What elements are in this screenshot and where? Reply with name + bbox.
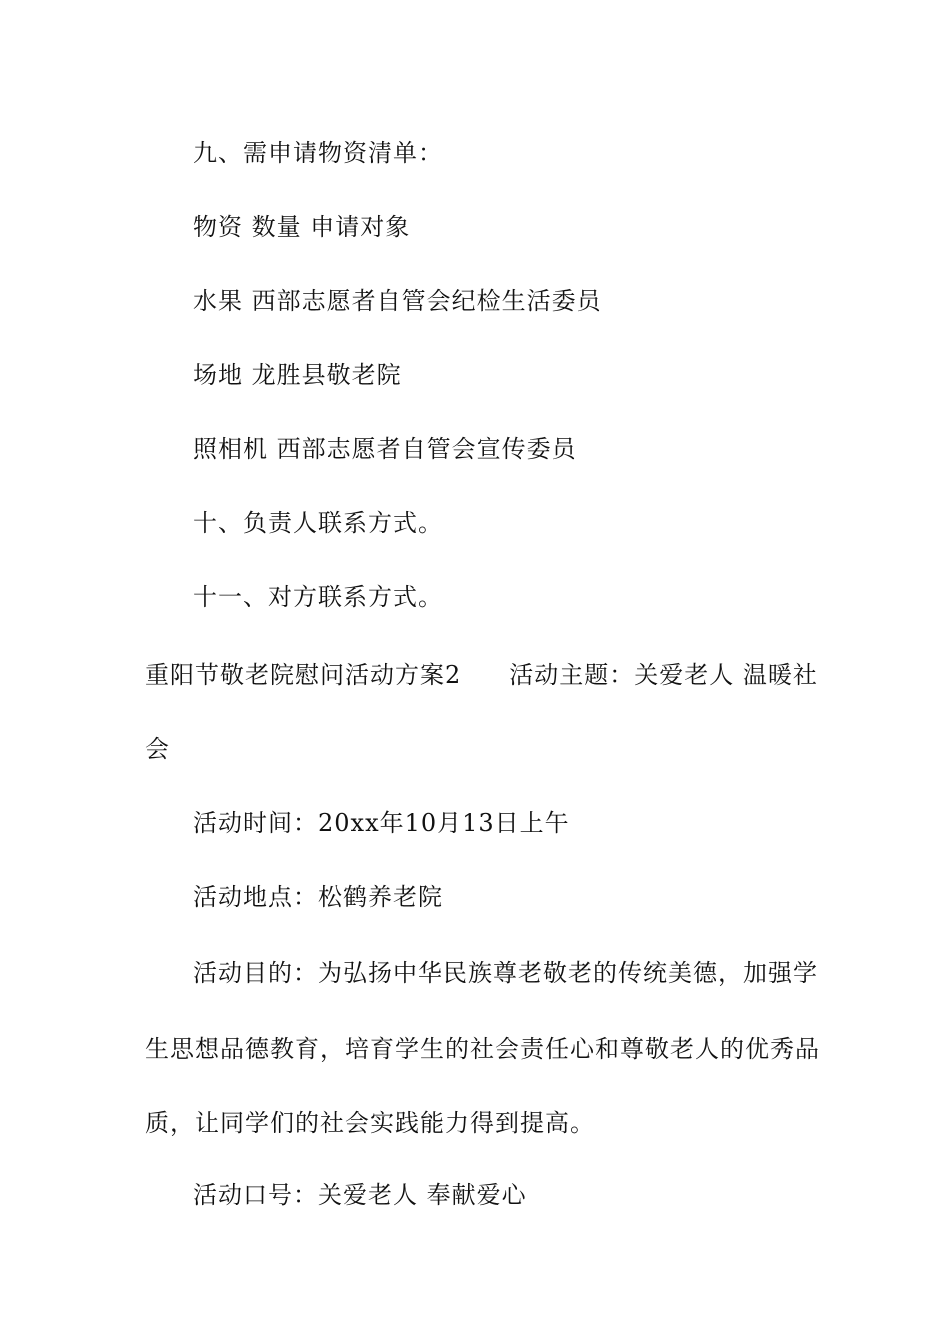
plan-two-heading-line [145, 660, 818, 690]
activity-purpose-line-2: 生思想品德教育，培育学生的社会责任心和尊敬老人的优秀品 [145, 1035, 820, 1063]
activity-theme: 活动主题：关爱老人 温暖社 [509, 661, 818, 689]
section-nine-heading: 九、需申请物资清单： [193, 139, 443, 167]
section-eleven-heading: 十一、对方联系方式。 [193, 583, 443, 611]
plan-two-title: 重阳节敬老院慰问活动方案2 [145, 661, 462, 689]
section-ten-heading: 十、负责人联系方式。 [193, 509, 443, 537]
materials-row-fruit: 水果 西部志愿者自管会纪检生活委员 [193, 287, 602, 315]
activity-purpose-line-3: 质，让同学们的社会实践能力得到提高。 [145, 1109, 595, 1137]
materials-row-venue: 场地 龙胜县敬老院 [193, 361, 402, 389]
activity-purpose-line-1: 活动目的：为弘扬中华民族尊老敬老的传统美德，加强学 [193, 959, 818, 987]
materials-table-header: 物资 数量 申请对象 [193, 213, 411, 241]
materials-row-camera: 照相机 西部志愿者自管会宣传委员 [193, 435, 577, 463]
activity-location: 活动地点：松鹤养老院 [193, 883, 443, 911]
activity-time: 活动时间：20xx年10月13日上午 [193, 809, 570, 837]
activity-slogan: 活动口号：关爱老人 奉献爱心 [193, 1181, 527, 1209]
activity-theme-continued: 会 [145, 735, 170, 763]
